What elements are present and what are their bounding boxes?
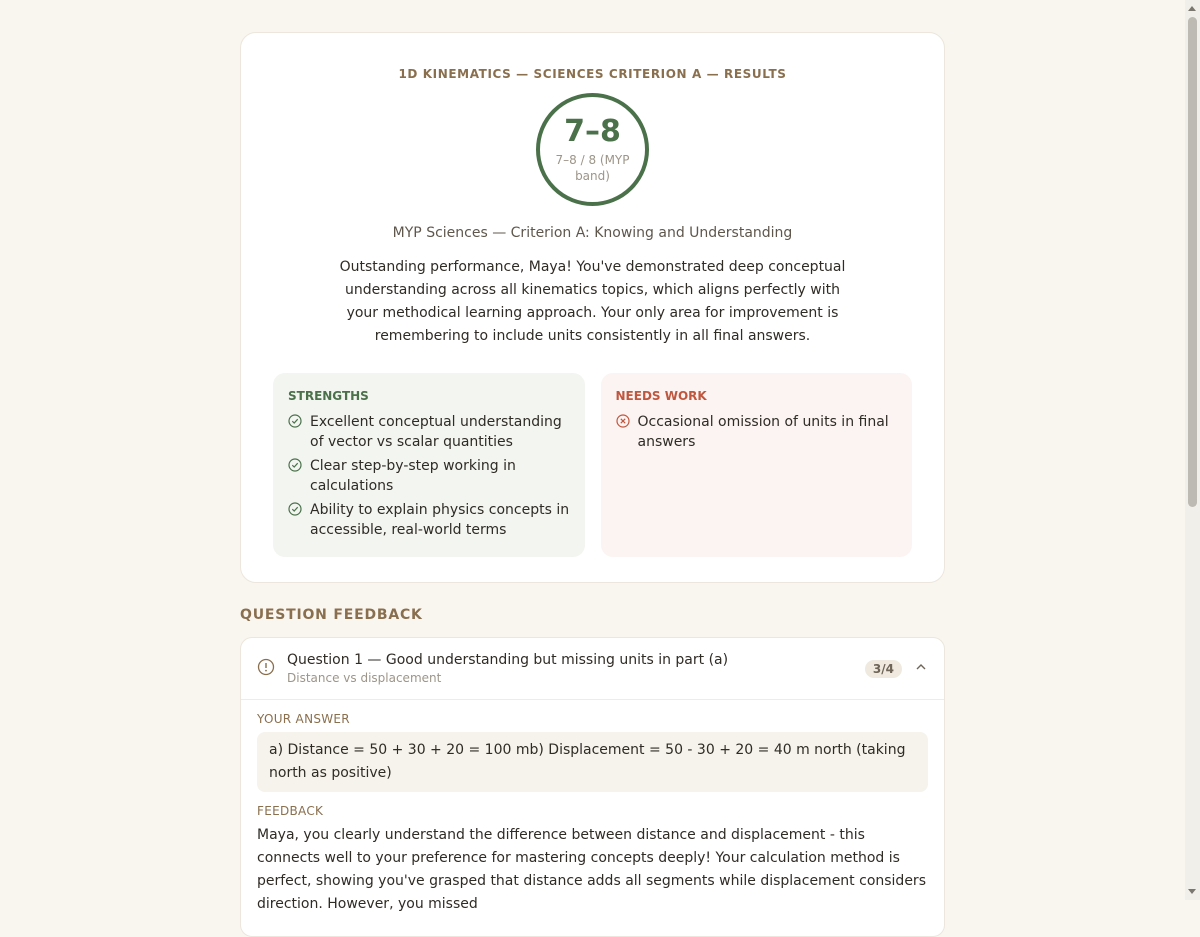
feedback-text: Maya, you clearly understand the difference between distance and displacement - this connects well to your preference for mastering concepts deeply! Your calculation method is perfect, showing you've grasped that distance adds all segments while displacement considers direction. However, you missed xyxy=(257,827,926,912)
question-card xyxy=(240,637,945,937)
list-item xyxy=(288,456,570,496)
needs-work-list xyxy=(616,412,898,452)
needs-work-text: Occasional omission of units in final answers xyxy=(637,414,889,450)
answer-text: a) Distance = 50 + 30 + 20 = 100 mb) Displacement = 50 - 30 + 20 = 40 m north (taking north as positive) xyxy=(257,732,928,792)
check-circle-icon xyxy=(288,502,302,540)
answer-label: YOUR ANSWER xyxy=(257,712,350,726)
strengths-title: STRENGTHS xyxy=(288,389,369,403)
results-card xyxy=(240,32,945,583)
check-circle-icon xyxy=(288,458,302,496)
feedback-label: FEEDBACK xyxy=(257,804,324,818)
question-subtitle: Distance vs displacement xyxy=(287,671,442,685)
x-circle-icon xyxy=(616,414,630,452)
scrollbar[interactable] xyxy=(1185,0,1200,900)
section-title: QUESTION FEEDBACK xyxy=(240,607,423,623)
alert-circle-icon xyxy=(257,658,275,680)
score-ring xyxy=(536,93,649,206)
list-item xyxy=(288,412,570,452)
question-body xyxy=(241,700,944,928)
list-item xyxy=(616,412,898,452)
strength-text: Excellent conceptual understanding of vector vs scalar quantities xyxy=(310,414,562,450)
scroll-thumb[interactable] xyxy=(1188,17,1197,507)
needs-work-title: NEEDS WORK xyxy=(615,389,707,403)
chevron-up-icon[interactable] xyxy=(914,659,928,678)
page-content xyxy=(240,32,945,937)
strengths-panel xyxy=(273,373,585,557)
list-item xyxy=(288,500,570,540)
question-titles xyxy=(287,651,853,686)
strength-text: Clear step-by-step working in calculations xyxy=(310,458,516,494)
question-score-badge: 3/4 xyxy=(865,660,902,678)
check-circle-icon xyxy=(288,414,302,452)
strengths-weaknesses xyxy=(273,373,912,557)
summary-text: Outstanding performance, Maya! You've demonstrated deep conceptual understanding across all kinematics topics, which aligns perfectly with your methodical learning approach. Your only area for improvement is remembering to include units consistently in all final answers. xyxy=(339,259,846,344)
strength-text: Ability to explain physics concepts in accessible, real-world terms xyxy=(310,502,570,538)
criterion-label: MYP Sciences — Criterion A: Knowing and Understanding xyxy=(392,225,793,241)
scroll-down-icon[interactable] xyxy=(1188,889,1196,894)
score-detail: 7–8 / 8 (MYP band) xyxy=(555,152,630,183)
strengths-list xyxy=(288,412,570,540)
score-value: 7–8 xyxy=(564,113,621,149)
question-title: Question 1 — Good understanding but missing units in part (a) xyxy=(287,652,729,668)
scroll-up-icon[interactable] xyxy=(1188,6,1196,11)
needs-work-panel xyxy=(601,373,913,557)
results-eyebrow: 1D KINEMATICS — SCIENCES CRITERION A — RESULTS xyxy=(398,67,787,81)
question-header[interactable] xyxy=(241,638,944,700)
